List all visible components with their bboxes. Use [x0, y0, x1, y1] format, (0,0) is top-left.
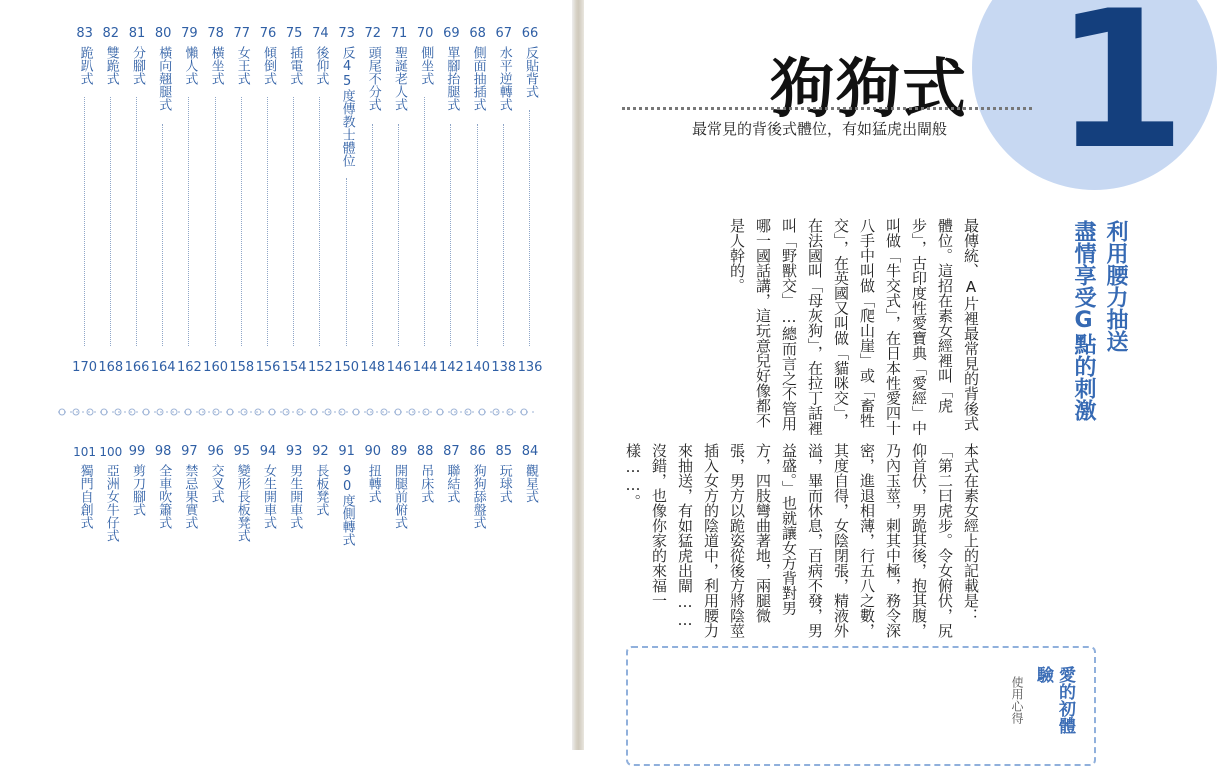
- contents-entry: [492, 442, 516, 503]
- contents-entry: [334, 24, 359, 375]
- entry-page: 150: [334, 360, 359, 375]
- contents-entry: [281, 24, 307, 375]
- contents-entry: [439, 442, 463, 503]
- dot-leader: [293, 97, 294, 347]
- entry-title: 女生開車式: [261, 464, 276, 529]
- entry-title: 插電式: [287, 46, 303, 85]
- contents-entry: [308, 442, 332, 516]
- entry-page: 170: [72, 360, 97, 375]
- contents-entry: [204, 442, 228, 503]
- contents-entry: [413, 442, 437, 503]
- chapter-page: [584, 0, 1187, 750]
- dot-leader: [136, 97, 137, 347]
- entry-page: 140: [465, 360, 490, 375]
- body-paragraph-2: 本式在素女經上的記載是：「第二曰虎步。令女俯伏，尻仰首伏，男跪其後，抱其腹，乃內玉莖，刺其中極，務令深密，進退相薄，行五八之數，其度自得，女陰閉張，精液外溢，畢而休息，百病不發，男益盛。」也就讓女方背對男方，四肢彎曲著地，兩腿微張，男方以跪姿從後方將陰莖插入女方的陰道中，利用腰力來抽送，有如猛虎出閘……沒錯，也像你家的來福一樣……。: [624, 443, 980, 638]
- entry-number: 83: [76, 26, 93, 41]
- entry-number: 71: [390, 26, 408, 41]
- heading-line-2: 盡情享受G點的刺激: [1071, 220, 1096, 421]
- entry-title: 懶人式: [182, 46, 198, 85]
- entry-title: 單腳抬腿式: [444, 46, 460, 111]
- entry-number: 78: [207, 26, 224, 41]
- entry-number: 70: [416, 26, 434, 41]
- contents-entry: [150, 24, 176, 375]
- contents-entry: [361, 442, 385, 503]
- entry-title: 跪趴式: [77, 46, 93, 85]
- entry-title: 分腳式: [130, 46, 145, 85]
- contents-entry: [99, 442, 123, 542]
- contents-entry: [125, 442, 149, 516]
- contents-entry: [230, 442, 254, 542]
- entry-title: 交叉式: [208, 464, 224, 503]
- contents-entry: [203, 24, 228, 375]
- entry-page: 152: [307, 360, 333, 375]
- entry-number: 84: [521, 444, 539, 459]
- entry-title: 剪刀腳式: [130, 464, 145, 516]
- entry-title: 頭尾不分式: [365, 46, 381, 111]
- entry-number: 73: [338, 26, 355, 41]
- dot-leader: [188, 97, 189, 347]
- position-title: 狗狗式: [770, 52, 968, 127]
- contents-entry: [438, 24, 464, 375]
- entry-number: 97: [181, 444, 198, 459]
- entry-number: 79: [181, 26, 198, 41]
- entry-title: 雙跪式: [103, 46, 119, 85]
- entry-title: 扭轉式: [365, 464, 381, 503]
- entry-number: 82: [102, 26, 120, 41]
- contents-entry: [466, 442, 490, 529]
- dot-leader: [267, 97, 268, 347]
- entry-number: 69: [443, 26, 460, 41]
- entry-title: 側面抽插式: [470, 46, 486, 111]
- entry-number: 75: [285, 26, 303, 41]
- contents-divider: [58, 407, 534, 417]
- entry-number: 95: [233, 444, 251, 459]
- contents-entry: [387, 442, 411, 529]
- entry-title: 長板凳式: [313, 464, 329, 516]
- book-spine: [572, 0, 584, 750]
- contents-entry: [307, 24, 333, 375]
- entry-number: 101: [73, 445, 97, 459]
- entry-page: 158: [229, 360, 255, 375]
- dot-leader: [215, 97, 216, 347]
- sidebar-subheading: 使用心得: [1010, 676, 1024, 724]
- entry-number: 76: [259, 26, 277, 41]
- dot-leader: [398, 124, 399, 347]
- entry-page: 156: [255, 360, 281, 375]
- contents-entry: [255, 24, 281, 375]
- entry-number: 91: [338, 444, 355, 459]
- entry-title: 側坐式: [418, 46, 434, 85]
- entry-page: 168: [98, 360, 124, 375]
- entry-number: 80: [154, 26, 172, 41]
- entry-page: 146: [386, 360, 412, 375]
- entry-number: 77: [233, 26, 251, 41]
- contents-entry: [491, 24, 517, 375]
- contents-entry: [282, 442, 306, 529]
- entry-page: 144: [412, 360, 438, 375]
- dot-leader: [529, 110, 530, 346]
- entry-number: 72: [364, 26, 382, 41]
- entry-page: 138: [491, 360, 517, 375]
- contents-entry: [412, 24, 438, 375]
- contents-entry: [177, 442, 201, 529]
- entry-number: 86: [469, 444, 486, 459]
- entry-number: 93: [285, 444, 303, 459]
- contents-entry: [517, 24, 543, 375]
- entry-number: 87: [443, 444, 460, 459]
- entry-page: 166: [124, 360, 150, 375]
- entry-title: 聯結式: [444, 464, 460, 503]
- contents-entry: [124, 24, 150, 375]
- dot-leader: [450, 124, 451, 347]
- entry-number: 81: [128, 26, 146, 41]
- contents-entry: [176, 24, 202, 375]
- entry-title: 傾倒式: [261, 46, 276, 85]
- entry-number: 68: [469, 26, 486, 41]
- entry-number: 100: [99, 445, 123, 459]
- entry-title: 獨門自創式: [77, 464, 93, 529]
- entry-title: 禁忌果實式: [182, 464, 198, 529]
- entry-page: 154: [281, 360, 307, 375]
- entry-number: 92: [312, 444, 329, 459]
- body-paragraph-1: 最傳統、A片裡最常見的背後式體位。這招在素女經裡叫「虎步」，古印度性愛寶典「愛經」中叫做「牛交式」，在日本性愛四十八手中叫做「爬山崖」或「畜牲交」，在英國又叫做「貓咪交」，在法國叫「母灰狗」，在拉丁話裡叫「野獸交」…總而言之不管用哪一國話講，這玩意兒好像都不是人幹的。: [728, 218, 980, 436]
- dot-leader: [319, 97, 320, 347]
- contents-entry: [465, 24, 490, 375]
- entry-page: 160: [203, 360, 228, 375]
- entry-number: 88: [416, 444, 434, 459]
- body-text: [624, 218, 984, 638]
- sidebar-heading: 愛的初體驗: [1033, 666, 1075, 734]
- dot-leader: [424, 97, 425, 347]
- dot-leader: [503, 124, 504, 347]
- entry-number: 74: [312, 26, 329, 41]
- entry-page: 136: [517, 360, 543, 375]
- entry-number: 89: [390, 444, 408, 459]
- entry-page: 162: [176, 360, 202, 375]
- entry-title: 橫向翹腿式: [156, 46, 172, 111]
- title-dotted-rule: [622, 107, 1032, 110]
- entry-title: 橫坐式: [208, 46, 224, 85]
- entry-page: 164: [150, 360, 176, 375]
- entry-title: 後仰式: [313, 46, 329, 85]
- entry-number: 98: [154, 444, 172, 459]
- entry-title: 女王式: [234, 46, 250, 85]
- entry-title: 水平逆轉式: [496, 46, 512, 111]
- entry-title: 開腿前俯式: [392, 464, 407, 529]
- contents-entry: [518, 442, 542, 503]
- dot-leader: [241, 97, 242, 347]
- entry-number: 96: [207, 444, 224, 459]
- chapter-number: 1: [1054, 0, 1187, 191]
- entry-title: 男生開車式: [287, 464, 303, 529]
- entry-number: 66: [521, 26, 539, 41]
- entry-title: 反貼背式: [523, 46, 538, 98]
- entry-number: 67: [495, 26, 513, 41]
- entry-page: 142: [438, 360, 464, 375]
- contents-entry: [360, 24, 386, 375]
- entry-number: 85: [495, 444, 513, 459]
- contents-entry: [72, 24, 97, 375]
- dot-leader: [110, 97, 111, 347]
- dot-leader: [162, 124, 163, 347]
- contents-entry: [151, 442, 175, 529]
- entry-page: 148: [360, 360, 386, 375]
- entry-title: 玩球式: [496, 464, 512, 503]
- contents-entry: [335, 442, 359, 546]
- dot-leader: [346, 178, 347, 347]
- position-subtitle: 最常見的背後式體位，有如猛虎出閘般: [692, 120, 948, 138]
- dot-leader: [372, 124, 373, 347]
- entry-title: 吊床式: [418, 464, 434, 503]
- entry-number: 94: [259, 444, 277, 459]
- heading-line-1: 利用腰力抽送: [1103, 220, 1128, 352]
- dot-leader: [477, 124, 478, 347]
- contents-entry: [73, 442, 97, 529]
- entry-title: 觀星式: [523, 464, 538, 503]
- entry-title: 狗狗舔盤式: [470, 464, 486, 529]
- dot-leader: [84, 97, 85, 347]
- entry-title: 90度側轉式: [339, 464, 355, 546]
- entry-title: 聖誕老人式: [392, 46, 407, 111]
- contents-entry: [256, 442, 280, 529]
- contents-entry: [98, 24, 124, 375]
- contents-entry: [229, 24, 255, 375]
- entry-number: 90: [364, 444, 382, 459]
- contents-entry: [386, 24, 412, 375]
- entry-title: 變形長板凳式: [234, 464, 250, 542]
- entry-title: 全車吹簫式: [156, 464, 172, 529]
- contents-page: [0, 0, 572, 750]
- entry-number: 99: [128, 444, 146, 459]
- entry-title: 反45度傳教士體位: [339, 46, 355, 167]
- entry-title: 亞洲女牛仔式: [103, 464, 119, 542]
